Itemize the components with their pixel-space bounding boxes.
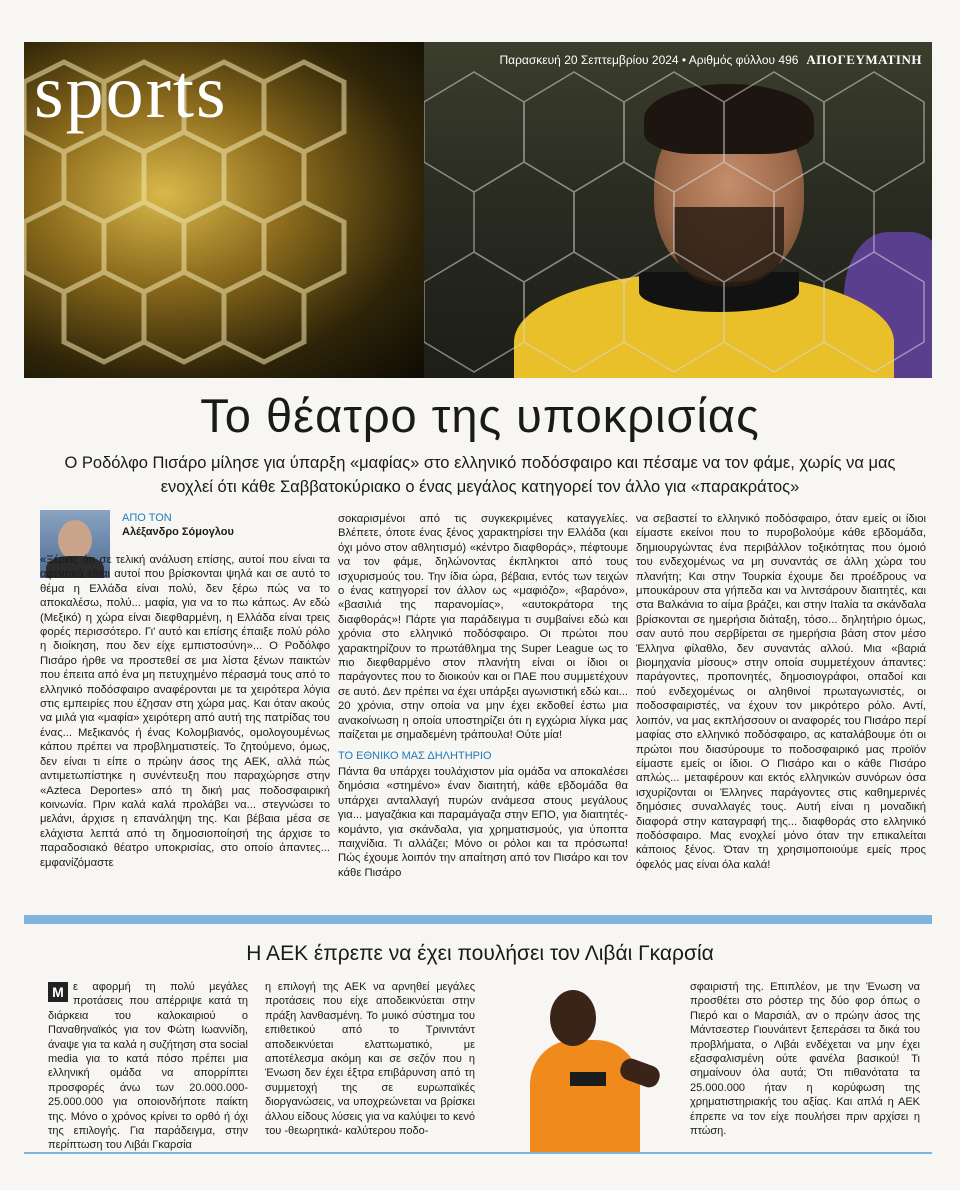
column-text: να σεβαστεί το ελληνικό ποδόσφαιρο, όταν εμείς οι ίδιοι είμαστε εκείνοι που το πυροβολούμε κάθε εβδομάδα, δημιουργώντας ένα περιβάλλον τοξικότητας που όμοιό του ενδεχομένως να μη συναντάς σε άλλη χώρα του πλανήτη; Και στην Τουρκία έχουμε δει προέδρους να μπουκάρουν στα γήπεδα και να λιντσάρουν διαιτητές, και στα Βαλκάνια το αίμα βράζει, και στην Ιταλία τα σκάνδαλα βρίσκονται σε ημερήσια διάταξη, τόσο... δηλητήριο όμως, σαν αυτό που σερβίρεται σε ημερήσια βάση στον μέσο Έλληνα φίλαθλο, δεν συναντάς αλλού. Μια «βαριά βιομηχανία μίσους» στην οποία συμμετέχουν άπαντες: παράγοντες, προπονητές, δημοσιογράφοι, οπαδοί και πού ενδεχομένως οι αληθινοί πρωταγωνιστές, οι ποδοσφαιριστές, να έχουν τον μικρότερο ρόλο. Αντί, λοιπόν, να μας εκπλήσσουν οι αναφορές του Πισάρο περί μαφίας στο ελληνικό ποδόσφαιρο, ας καταλάβουμε ότι οι πρώτοι που διασύρουμε το ποδοσφαιρικό μας προϊόν είμαστε εμείς οι ίδιοι. Ο Πισάρο και ο κάθε Πισάρο απλώς... μεταφέρουν και εκτός ελληνικών συνόρων όσα ισχυρίζονται οι Έλληνες παράγοντες στις καθημερινές δημόσιες συναλλαγές τους. Αυτή είναι η μοναδική διαφορά στην καταγραφή της... διαφθοράς στο ελληνικό ποδόσφαιρο. Μας ενοχλεί μόνο όταν την επικαλείται κάποιος ξένος. Όταν τη χρησιμοποιούμε εμείς προς όφελός μας είναι όλα καλά! [636, 513, 926, 871]
article-column-3 [636, 512, 926, 872]
sidebar-title: Η ΑΕΚ έπρεπε να έχει πουλήσει τον Λιβάι Γκαρσία [246, 942, 714, 965]
sidebar-column-3 [690, 980, 920, 1138]
column-text: σοκαρισμένοι από τις συγκεκριμένες καταγγελίες. Βλέπετε, όποτε ένας ξένος χαρακτηρίσει την Ελλάδα (και όχι μόνο στον αθλητισμό) «κέντρο διαφθοράς», πέφτουμε να τον φάμε, δηλώνοντας έκπληκτοι από τους ισχυρισμούς του. Την ίδια ώρα, βέβαια, εντός των τειχών ο ένας κατηγορεί τον άλλον ως «μαφιόζο», «βαρόνο», «βασιλιά της παρανομίας», «αυτοκράτορα της διαφθοράς»! Πάρτε για παράδειγμα τι συμβαίνει εδώ και χρόνια στο ελληνικό ποδόσφαιρο. Οι πρώτοι που χαρακτηρίζουν το πρωτάθλημα της Super League ως το πιο διεφθαρμένο στον πλανήτη είναι οι ίδιοι οι παράγοντες που το διοικούν και οι ΠΑΕ που συμμετέχουν σε αυτό. Δεν πρέπει να έχει υπάρξει αγωνιστική εδώ και... 20 χρόνια, στην οποία να μην έχει εκδοθεί έστω μια ανακοίνωση η οποία υποστηρίζει ότι η εγχώρια λίγκα μας παίζεται με σημαδεμένη τράπουλα! Ούτε μία! [338, 513, 628, 742]
article-subtitle: Ο Ροδόλφο Πισάρο μίλησε για ύπαρξη «μαφίας» στο ελληνικό ποδόσφαιρο και πέσαμε να τον φάμε, χωρίς να μας ενοχλεί ότι κάθε Σαββατοκύριακο ο ένας μεγάλος κατηγορεί τον άλλο για «παρακράτος» [64, 454, 896, 496]
player-portrait [424, 42, 932, 378]
column-text: σφαιριστή της. Επιπλέον, με την Ένωση να προσθέτει στο ρόστερ της δύο φορ όπως ο Πιερό και ο Μαρσιάλ, αν ο πρώην άσος της Μάντσεστερ Γιουνάιτεντ ξεπεράσει τα δικά του προβλήματα, ο Λιβάι ενδέχεται να μην έχει εξασφαλισμένη ούτε φανέλα βασικού! Τι σημαίνουν όλα αυτά; Ότι πιθανότατα τα 25.000.000 ήταν η κορύφωση της χρηματιστηριακής του αξίας. Και απλά η ΑΕΚ έπρεπε να τον είχε πουλήσει πριν αρχίσει η πτώση. [690, 981, 920, 1138]
column-text: Πάντα θα υπάρχει τουλάχιστον μία ομάδα να αποκαλέσει δημόσια «στημένο» έναν διαιτητή, κάθε εβδομάδα θα υπάρχει ανταλλαγή πυρών ανάμεσα στους μεγάλους για... μαγαζάκια και παραμάγαζα στην ΕΠΟ, για διαιτητές-κομάντο, για σκάνδαλα, για χρηματισμούς, για ύποπτα παιχνίδια. Τι αλλάζει; Μόνο οι ρόλοι και τα πρόσωπα! Πώς έχουμε λοιπόν την απαίτηση από τον Πισάρο και τον κάθε Πισάρο [338, 765, 628, 879]
section-label: sports [34, 50, 228, 134]
section-heading: ΤΟ ΕΘΝΙΚΟ ΜΑΣ ΔΗΛΗΤΗΡΙΟ [338, 749, 492, 762]
author-label: ΑΠΟ ΤΟΝ [122, 512, 172, 524]
article-title: Το θέατρο της υποκρισίας [200, 389, 760, 442]
column-text: «Ξέρεις ότι σε τελική ανάλυση επίσης, αυτοί που είναι τα αφεντικά είναι αυτοί που βρίσκονται ψηλά και σε αυτό το θέμα η Ελλάδα είναι πολύ, δεν ξέρω πώς να το αποκαλέσω, πολύ... μαφία, για να το πω κάπως. Αν εδώ (Μεξικό) η χώρα είναι διεφθαρμένη, η Ελλάδα είναι τρεις φορές περισσότερο. Γι' αυτό και επίσης έπαιξε πολύ ρόλο η διοίκηση, που δεν είχε εμπιστοσύνη»... Ο Ροδόλφο Πισάρο ήρθε να προστεθεί σε μια λίστα ξένων παικτών που έπειτα από ένα μη πετυχημένο πέρασμά τους από το ελληνικό ποδόσφαιρο αναφέρονται με τα χειρότερα λόγια στις εμπειρίες που έζησαν στη χώρα μας. Και όταν ακούς να μιλά για «μαφία» χειρότερη από αυτή της πατρίδας του ένας... Μεξικανός ή ένας Κολομβιανός, ομολογουμένως κάπου πρέπει να προβληματιστείς. Το ζητούμενο, όμως, δεν είναι τι είπε ο πρώην άσος της ΑΕΚ, αλλά πώς αντιμετωπίστηκε η συνέντευξη που παραχώρησε στην «Azteca Deportes» από τη δική μας ποδοσφαιρική κοινωνία. Πριν καλά καλά προλάβει να... στεγνώσει το μελάνι, άρχισε η επανάληψη της. Και βέβαια μέσα σε ελάχιστα λεπτά από τη δημοσιοποίησή της άρχισε το παραδοσιακό θέατρο υποκρισίας, στο οποίο άπαντες... εμφανίζόμαστε [40, 554, 330, 869]
issue-date: Παρασκευή 20 Σεπτεμβρίου 2024 • Αριθμός φύλλου 496 [499, 53, 799, 67]
column-text: ε αφορμή τη πολύ μεγάλες προτάσεις που απέρριψε κατά τη διάρκεια του καλοκαιριού ο Παναθηναϊκός για τον Φώτη Ιωαννίδη, άναψε για τα καλά η συζήτηση στα social media για το κατά πόσο πρέπει μια ελληνική ομάδα να απορρίπτει προσφορές άνω των 20.000.000-25.000.000 για οποιονδήποτε παίκτη της. Μόνο ο χρόνος κρίνει το ορθό ή όχι της επιλογής. Για παράδειγμα, στην περίπτωση του Λιβάι Γκαρσία [48, 981, 248, 1152]
net-overlay [424, 42, 932, 378]
newspaper-brand: ΑΠΟΓΕΥΜΑΤΙΝΗ [806, 52, 922, 67]
dropcap: Μ [48, 982, 68, 1002]
player-head [550, 990, 596, 1046]
masthead [500, 52, 923, 68]
sidebar-column-1 [48, 980, 248, 1153]
player-photo [520, 982, 670, 1152]
section-divider [24, 915, 932, 924]
column-text: η επιλογή της ΑΕΚ να αρνηθεί μεγάλες προτάσεις που είχε αποδεικνύεται στην πράξη λανθασμένη. Το μυικό σύστημα του επιθετικού από το Τρινιντάντ αποδεικνύεται ελαττωματικό, με αποτέλεσμα ακόμη και σε σεζόν που η Ένωση δεν έχει έξτρα επιβάρυνση από τη συμμετοχή της σε ευρωπαϊκές διοργανώσεις, να υποχρεώνεται να βρίσκει άλλου είδους λύσεις για να καλύψει το κενό του -θεωρητικά- καλύτερου ποδο- [265, 981, 475, 1138]
orange-jersey [530, 1040, 640, 1152]
sponsor-logo [570, 1072, 606, 1086]
bottom-divider [24, 1152, 932, 1154]
author-name: Αλέξανδρο Σόμογλου [122, 526, 234, 538]
sidebar-column-2 [265, 980, 475, 1138]
article-column-2 [338, 512, 628, 880]
article-column-1 [40, 553, 330, 870]
hero-photo [24, 42, 932, 378]
